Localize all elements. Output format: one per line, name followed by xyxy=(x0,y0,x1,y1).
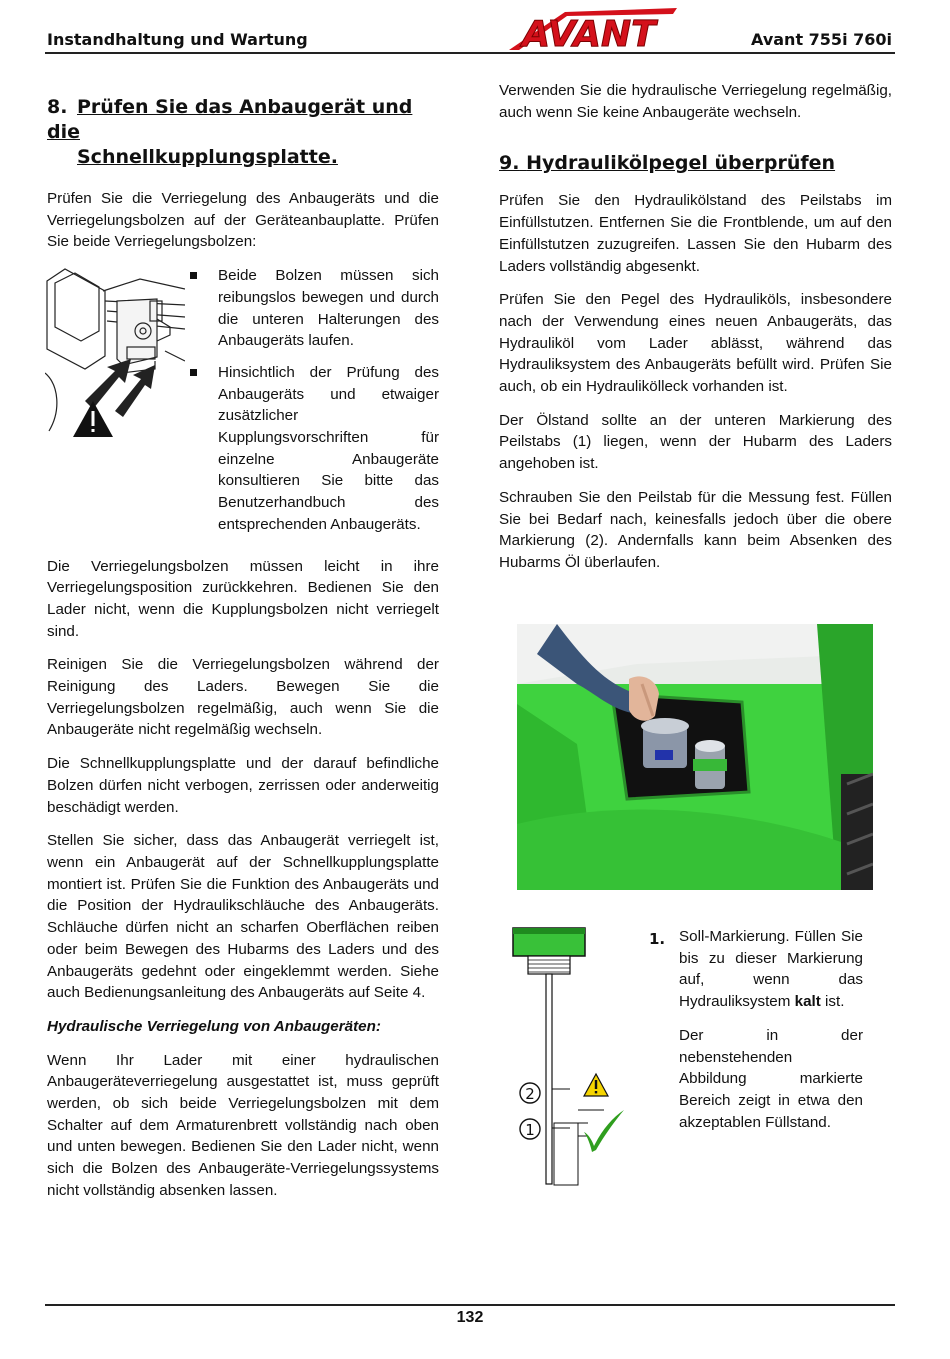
lower-mark-label: 1 xyxy=(525,1121,535,1139)
paragraph: Verwenden Sie die hydraulische Verriegelung regelmäßig, auch wenn Sie keine Anbaugeräte wechseln. xyxy=(499,82,892,121)
paragraph: Die Schnellkupplungsplatte und der darauf befindliche Bolzen dürfen nicht verbogen, zerrissen oder anderweitig beschädigt werden. xyxy=(47,755,439,816)
section-9-heading xyxy=(499,151,892,176)
paragraph: Die Verriegelungsbolzen müssen leicht in ihre Verriegelungsposition zurückkehren. Bedienen Sie den Lader nicht, wenn die Kupplungsbolzen nicht verriegelt sind. xyxy=(47,557,439,640)
section-8-title-line1: Prüfen Sie das Anbaugerät und die xyxy=(47,96,413,143)
logo-text: AVANT xyxy=(522,14,656,50)
header-section-title: Instandhaltung und Wartung xyxy=(47,30,308,49)
hydraulic-oil-filler-photo xyxy=(517,624,873,890)
note-text: Soll-Markierung. Füllen Sie bis zu dieser Markierung auf, wenn das Hydrauliksystem xyxy=(679,928,863,1011)
section-8-intro: Prüfen Sie die Verriegelung des Anbaugeräts und die Verriegelungsbolzen auf der Geräteanbauplatte. Prüfen Sie beide Verriegelungsbolzen: xyxy=(47,190,439,251)
section-8-title-line2: Schnellkupplungsplatte. xyxy=(77,146,338,168)
footer-rule xyxy=(45,1304,895,1306)
note-list-number: 1. xyxy=(649,930,666,948)
section-9-number: 9. xyxy=(499,152,520,175)
hydraulic-locking-subheading: Hydraulische Verriegelung von Anbaugeräten: xyxy=(47,1017,381,1035)
upper-mark-label: 2 xyxy=(525,1085,535,1103)
note-target-mark xyxy=(679,926,863,1013)
dipstick-notes xyxy=(679,926,863,1145)
right-column xyxy=(499,80,892,586)
note-text: ist. xyxy=(820,993,845,1011)
section-9-title: Hydraulikölpegel überprüfen xyxy=(526,152,836,175)
paragraph: Der Ölstand sollte an der unteren Markierung des Peilstabs (1) liegen, wenn der Hubarm des Laders angehoben ist. xyxy=(499,411,892,473)
locking-pin-figure-row xyxy=(47,265,439,545)
check-mark-icon xyxy=(584,1110,624,1152)
header-model: Avant 755i 760i xyxy=(751,30,892,49)
left-column xyxy=(47,95,439,1214)
section-8-number: 8. xyxy=(47,96,68,118)
paragraph: Reinigen Sie die Verriegelungsbolzen während der Reinigung des Laders. Bewegen Sie die Verriegelungsbolzen regelmäßig, auch wenn Sie die Anbaugeräte nicht regelmäßig wechseln. xyxy=(47,656,439,739)
locking-pin-checklist xyxy=(190,265,439,545)
note-acceptable-range: Der in der nebenstehenden Abbildung markierte Bereich zeigt in etwa den akzeptablen Füllstand. xyxy=(679,1026,863,1131)
section-8-heading xyxy=(47,95,439,170)
page-number: 132 xyxy=(456,1309,484,1326)
paragraph: Wenn Ihr Lader mit einer hydraulischen Anbaugeräteverriegelung ausgestattet ist, muss geprüft werden, ob sich beide Verriegelungsbolzen mit dem Schalter auf dem Armaturenbrett vollständig nach oben und unten bewegen. Bedienen Sie den Lader nicht, wenn sich die Bolzen des Anbaugeräte-Verriegelungssystems nicht vollständig absenken lassen. xyxy=(47,1051,439,1199)
note-bold-text: kalt xyxy=(794,993,821,1011)
avant-logo xyxy=(505,6,677,50)
header-rule xyxy=(45,52,895,54)
paragraph: Schrauben Sie den Peilstab für die Messung fest. Füllen Sie bei Bedarf nach, keinesfalls jedoch über die obere Markierung (2). Andernfalls kann beim Absenken des Hubarms Öl überlaufen. xyxy=(499,488,892,571)
paragraph: Prüfen Sie den Pegel des Hydrauliköls, insbesondere nach der Verwendung eines neuen Anbaugeräts, das Hydrauliköl vom Lader ablässt, während das Hydrauliksystem des Anbaugeräts befüllt wird. Prüfen Sie auch, ob ein Hydraulikölleck vorhanden ist. xyxy=(499,291,892,396)
dipstick-diagram xyxy=(508,924,638,1189)
quick-coupling-plate-illustration xyxy=(45,261,185,446)
paragraph: Prüfen Sie den Hydraulikölstand des Peilstabs im Einfüllstutzen. Entfernen Sie die Frontblende, um auf den Einfüllstutzen zuzugreifen. Lassen Sie den Hubarm des Laders vollständig abgesenkt. xyxy=(499,192,892,275)
bullet-item: Beide Bolzen müssen sich reibungslos bewegen und durch die unteren Halterungen des Anbaugeräts laufen. xyxy=(190,265,439,352)
bullet-item: Hinsichtlich der Prüfung des Anbaugeräts und etwaiger zusätzlicher Kupplungsvorschriften für einzelne Anbaugeräte konsultieren Sie bitte das Benutzerhandbuch des entsprechenden Anbaugeräts. xyxy=(190,362,439,536)
paragraph: Stellen Sie sicher, dass das Anbaugerät verriegelt ist, wenn ein Anbaugerät auf der Schnellkupplungsplatte montiert ist. Prüfen Sie die Funktion des Anbaugeräts und die Position der Hydraulikschläuche des Anbaugeräts. Schläuche dürfen nicht an scharfen Oberflächen reiben oder beim Bewegen des Hubarms des Laders und des Anbaugeräts gedehnt oder eingeklemmt werden. Siehe auch Bedienungsanleitung des Anbaugeräts auf Seite 4. xyxy=(47,832,439,1002)
